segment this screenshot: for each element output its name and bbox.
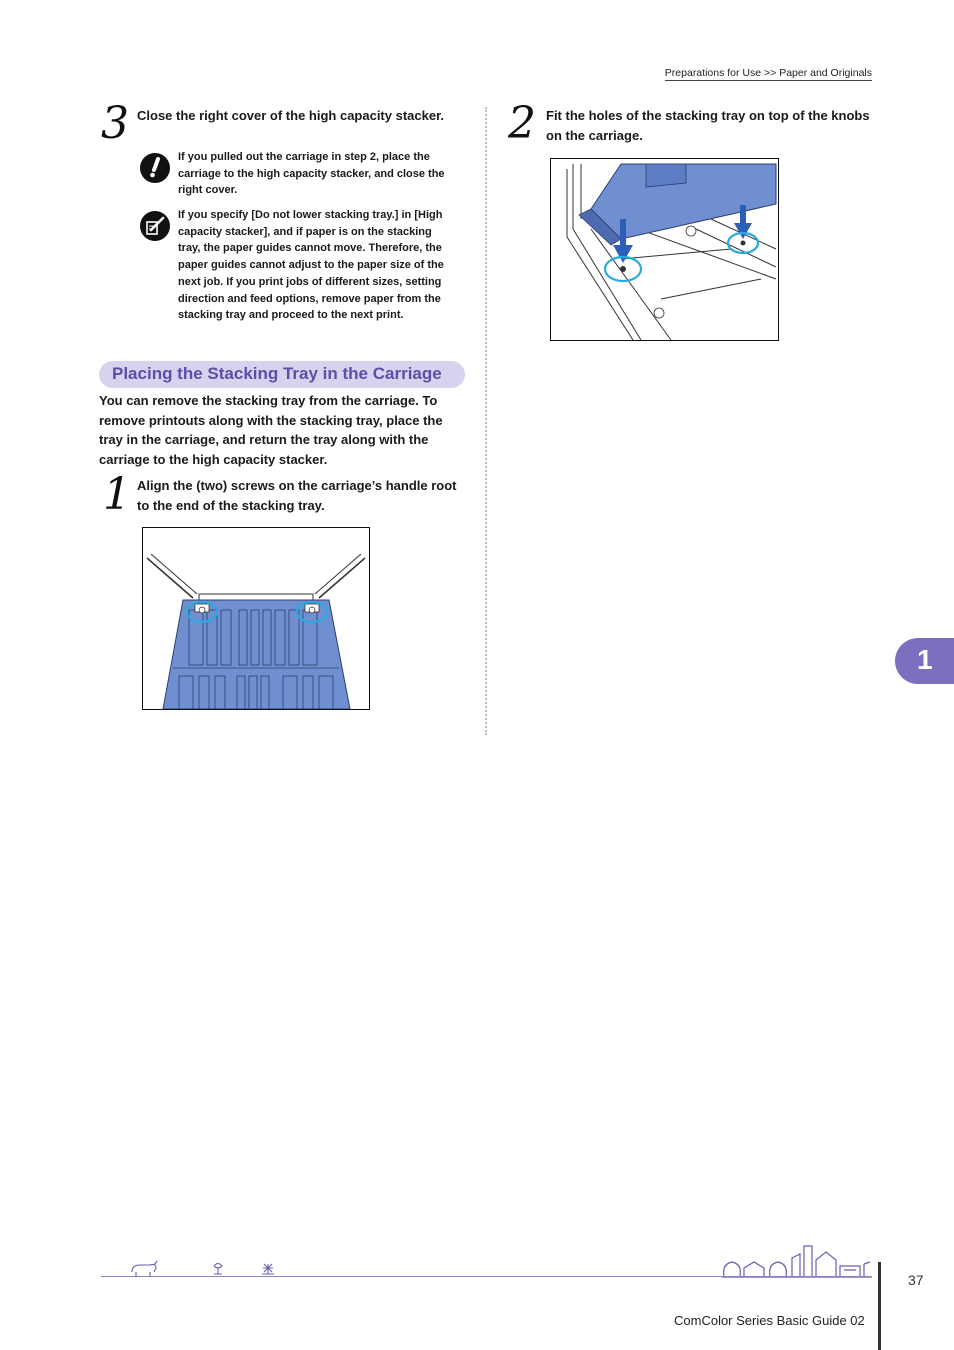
note-line: carriage to the high capacity stacker, and close the <box>178 167 445 180</box>
chapter-tab[interactable] <box>895 638 954 684</box>
town-decoration-icon <box>720 1242 875 1278</box>
step-number-2: 2 <box>508 98 536 149</box>
section-title: Placing the Stacking Tray in the Carriage <box>112 364 442 383</box>
animal-plant-decoration-icon <box>126 1258 286 1278</box>
step-line: on the carriage. <box>546 128 643 143</box>
step-3-text: Close the right cover of the high capacity stacker. <box>137 108 445 123</box>
step-number-1: 1 <box>103 469 131 520</box>
section-heading <box>99 361 465 388</box>
note-line: capacity stacker], and if paper is on the stacking <box>178 225 432 238</box>
intro-line: remove printouts along with the stacking tray, place the <box>99 412 443 428</box>
step-number-3: 3 <box>101 98 129 149</box>
note-line: stacking tray and proceed to the next print. <box>178 309 404 322</box>
note-line: tray, the paper guides cannot move. Therefore, the <box>178 242 442 255</box>
intro-line: carriage to the high capacity stacker. <box>99 451 328 467</box>
step-line: to the end of the stacking tray. <box>137 498 325 513</box>
guide-title: ComColor Series Basic Guide 02 <box>674 1313 865 1328</box>
breadcrumb: Preparations for Use >> Paper and Originals <box>664 67 872 79</box>
note-line: If you pulled out the carriage in step 2, place the <box>178 151 430 163</box>
step-line: Fit the holes of the stacking tray on top of the knobs <box>546 108 870 123</box>
important-icon <box>139 152 171 184</box>
note-line: next job. If you print jobs of different sizes, setting <box>178 275 442 288</box>
figure-tray-knobs <box>550 158 779 341</box>
memo-note <box>178 207 466 324</box>
page-number: 37 <box>908 1272 924 1288</box>
step-line: Align the (two) screws on the carriage’s handle root <box>137 478 457 493</box>
important-note <box>178 149 463 199</box>
note-line: direction and feed options, remove paper from the <box>178 292 441 305</box>
footer-rule <box>101 1276 870 1277</box>
note-line: right cover. <box>178 184 238 197</box>
intro-line: tray in the carriage, and return the tray along with the <box>99 432 429 447</box>
chapter-number: 1 <box>917 644 933 675</box>
footer-bar <box>878 1262 881 1350</box>
step-2-text <box>546 106 886 146</box>
intro-line: You can remove the stacking tray from the carriage. To <box>99 393 438 408</box>
step-1-text <box>137 476 467 516</box>
section-intro <box>99 391 461 469</box>
note-line: paper guides cannot adjust to the paper size of the <box>178 259 444 272</box>
note-line: If you specify [Do not lower stacking tray.] in [High <box>178 209 443 221</box>
figure-carriage-screws <box>142 527 370 710</box>
column-divider <box>485 107 487 735</box>
memo-icon <box>139 210 171 242</box>
